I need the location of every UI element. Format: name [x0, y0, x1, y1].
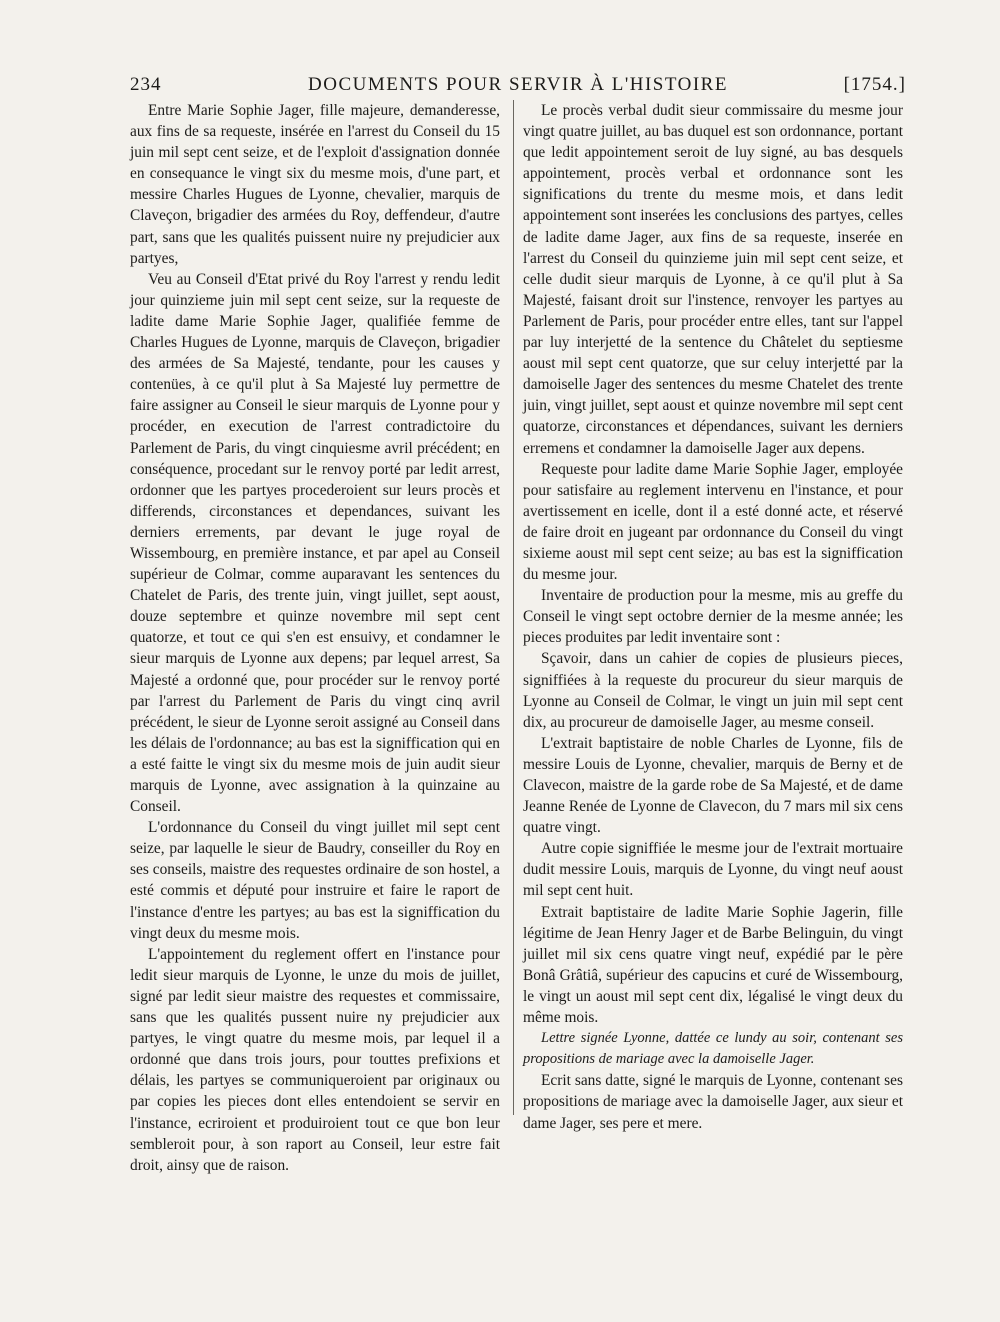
italic-note: Lettre signée Lyonne, dattée ce lundy au soir, contenant ses propositions de mariage avec la damoiselle Jager.: [523, 1030, 903, 1068]
paragraph: Inventaire de production pour la mesme, mis au greffe du Conseil le vingt sept octobre dernier de la mesme année; les pieces produites par ledit inventaire sont :: [523, 587, 903, 647]
paragraph: Ecrit sans datte, signé le marquis de Lyonne, contenant ses propositions de mariage avec la damoiselle Jager, aux sieur et dame Jager, ses pere et mere.: [523, 1072, 903, 1132]
page-header: [130, 74, 906, 100]
paragraph: Veu au Conseil d'Etat privé du Roy l'arrest y rendu ledit jour quinzieme juin mil sept cent seize, sur la requeste de ladite dame Marie Sophie Jager, qualifiée femme de Charles Hugues de Lyonne, marquis de Claveçon, brigadier des armées de Sa Majesté, tendante, pour les causes y contenües, à ce qu'il plut à Sa Majesté luy permettre de faire assigner au Conseil le sieur marquis de Lyonne pour y procéder, en execution de l'arrest contradictoire du Parlement de Paris, du vingt cinquiesme avril précédent; en conséquence, procedant sur le renvoy porté par ledit arrest, ordonner que les partyes procederoient sur leurs procès et differends, circonstances et dependances, suivant les derniers errements, par devant le juge royal de Wissembourg, en première instance, et par apel au Conseil supérieur de Colmar, comme auparavant les sentences du Chatelet de Paris, des trente juin, vingt juillet, sept aoust, douze septembre et quinze novembre mil sept cent quatorze, et tout ce qui s'en est ensuivy, et condamner le sieur marquis de Lyonne aux depens; par lequel arrest, Sa Majesté a ordonné que, pour procéder sur le renvoy porté par l'arrest du Parlement de Paris du vingt cinq avril précédent, le sieur de Lyonne seroit assigné au Conseil dans les délais de l'ordonnance; au bas est la signiffication qui en a esté faitte le vingt six du mesme mois de juin audit sieur marquis de Lyonne, avec assignation à la quinzaine au Conseil.: [130, 270, 500, 816]
year-marker: [1754.]: [843, 74, 906, 95]
page-number: 234: [130, 74, 162, 95]
paragraph: Extrait baptistaire de ladite Marie Sophie Jagerin, fille légitime de Jean Henry Jager et de Barbe Belinguin, du vingt juillet mil six cens quatre vingt neuf, expédié par le père Bonâ Grâtiâ, supérieur des capucins et curé de Wissembourg, le vingt un aoust mil sept cent dix, légalisé le vingt deux du même mois.: [523, 903, 903, 1027]
running-title: DOCUMENTS POUR SERVIR À L'HISTOIRE: [308, 74, 728, 95]
paragraph: L'extrait baptistaire de noble Charles de Lyonne, fils de messire Louis de Lyonne, chevalier, marquis de Berny et de Clavecon, maistre de la garde robe de Sa Majesté, et de dame Jeanne Renée de Lyonne de Clavecon, du 7 mars mil six cens quatre vingt.: [523, 734, 903, 837]
paragraph: Le procès verbal dudit sieur commissaire du mesme jour vingt quatre juillet, au bas duquel est son ordonnance, portant que ledit appointement seroit de luy signé, au bas desquels appointement, procès verbal et ordonnance sont les significations du trente du mesme mois, et dans ledit appointement sont inserées les conclusions des partyes, celles de ladite dame Jager, aux fins de sa requeste, inserée en l'arrest du Conseil du quinzieme juin mil sept cent seize, et celle dudit sieur marquis de Lyonne, à ce qu'il plut à Sa Majesté, faisant droit sur l'instence, renvoyer les partyes au Parlement de Paris, pour procéder entre elles, tant sur l'appel par luy interjetté de la sentence du Châtelet du septiesme aoust mil sept cent quatorze, que sur celuy interjetté par la damoiselle Jager des sentences du mesme Chatelet des trente juin, vingt juillet, sept aoust et quinze novembre mil sept cent quatorze, circonstances et dépendances, suivant les derniers erremens et condamner la damoiselle Jager aux depens.: [523, 102, 903, 457]
column-divider: [513, 100, 514, 1115]
paragraph: Entre Marie Sophie Jager, fille majeure, demanderesse, aux fins de sa requeste, insérée en l'arrest du Conseil du 15 juin mil sept cent seize, et de l'exploit d'assignation donnée en consequance le vingt six du mesme mois, d'une part, et messire Charles Hugues de Lyonne, chevalier, marquis de Claveçon, brigadier des armées du Roy, deffendeur, d'autre part, sans que les qualités puissent nuire ny prejudicier aux partyes,: [130, 102, 500, 267]
paragraph: Autre copie signiffiée le mesme jour de l'extrait mortuaire dudit messire Louis, marquis de Lyonne, du vingt neuf aoust mil sept cent huit.: [523, 840, 903, 900]
left-column: [130, 100, 500, 1176]
paragraph: Sçavoir, dans un cahier de copies de plusieurs pieces, signiffiées à la requeste du procureur du sieur marquis de Lyonne au Conseil de Colmar, le vingt un juin mil sept cent dix, au procureur de damoiselle Jager, au mesme conseil.: [523, 650, 903, 731]
right-column: [523, 100, 903, 1134]
paragraph: L'ordonnance du Conseil du vingt juillet mil sept cent seize, par laquelle le sieur de Baudry, conseiller du Roy en ses conseils, maistre des requestes ordinaire de son hostel, a esté commis et député pour instruire et faire le raport de l'instance d'entre les partyes; au bas est la signiffication du vingt deux du mesme mois.: [130, 819, 500, 942]
paragraph: L'appointement du reglement offert en l'instance pour ledit sieur marquis de Lyonne, le unze du mois de juillet, signé par ledit sieur maistre des requestes et commissaire, sans que les qualités pussent nuire ny prejudicier aux partyes, le vingt quatre du mesme mois, par lequel il a ordonné que dans trois jours, pour touttes prefixions et délais, les partyes se communiqueroient par originaux ou par copies les pieces dont elles entendoient se servir en l'instance, ecriroient et produiroient tout ce que bon leur sembleroit pour, à son raport au Conseil, leur estre fait droit, ainsy que de raison.: [130, 945, 500, 1174]
paragraph: Requeste pour ladite dame Marie Sophie Jager, employée pour satisfaire au reglement intervenu en l'instance, et pour avertissement en icelle, dont il a esté donné acte, et réservé de faire droit en jugeant par ordonnance du Conseil du vingt sixieme aoust mil sept cent seize; au bas est la signiffication du mesme jour.: [523, 460, 903, 584]
